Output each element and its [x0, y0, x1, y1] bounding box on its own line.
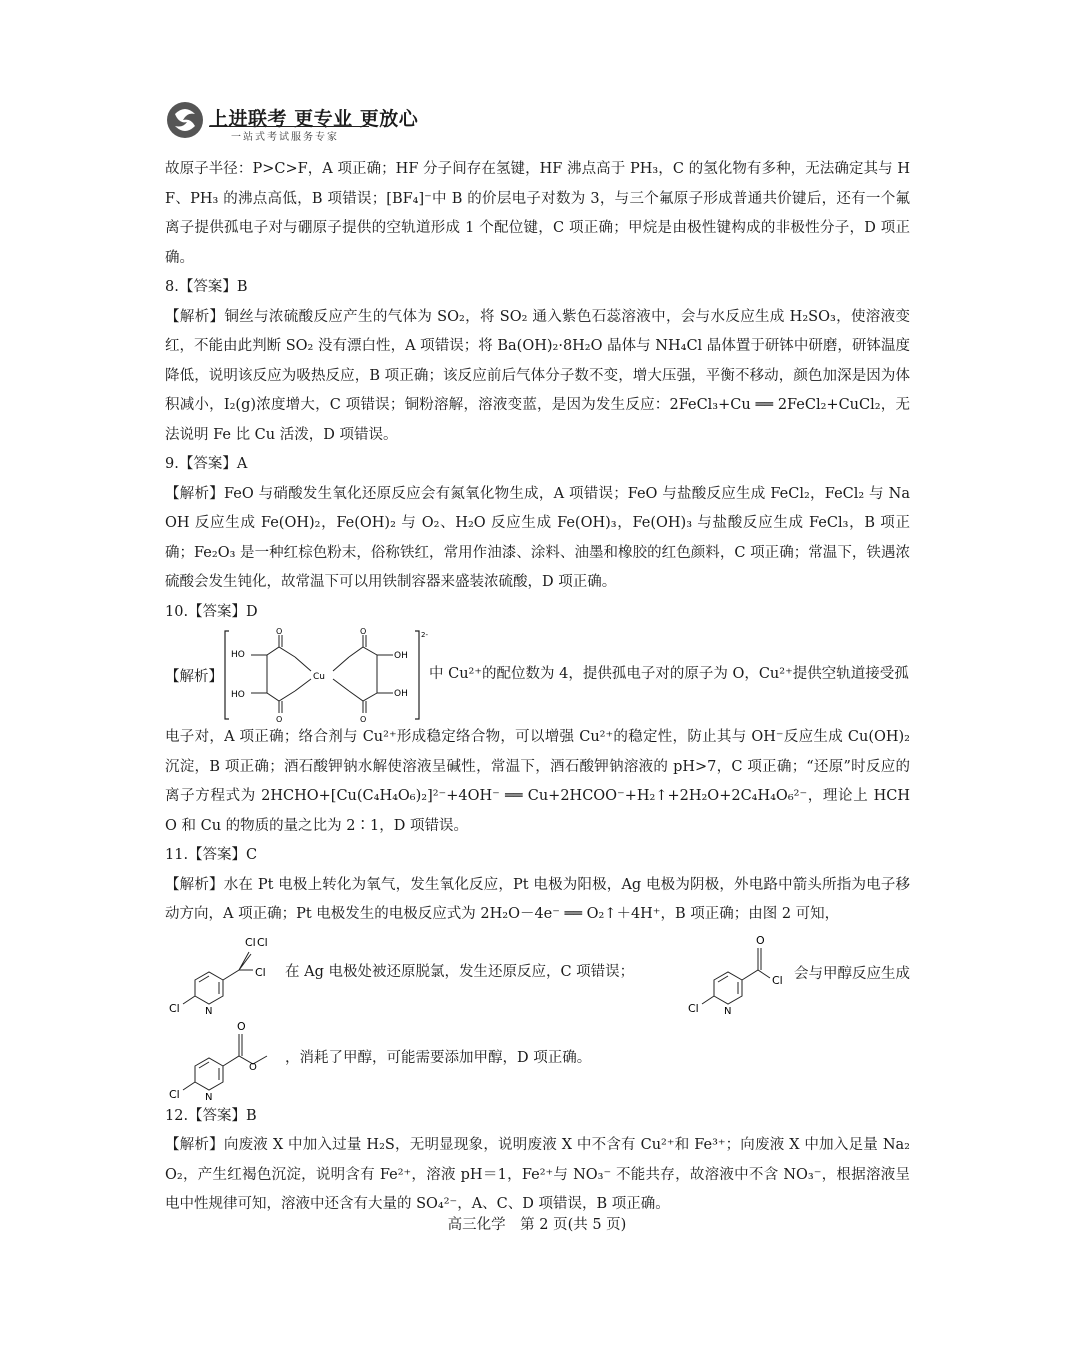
o-bottom-right: O	[360, 715, 367, 724]
cl-side-label: Cl	[255, 965, 266, 979]
cl-acyl-label: Cl	[772, 973, 783, 987]
brand-logo-icon	[165, 100, 205, 140]
n-label: N	[724, 1005, 732, 1017]
q10-label: 【解析】	[165, 668, 223, 685]
q8-answer: 8.【答案】B	[165, 279, 248, 295]
o-bottom-left: O	[276, 715, 283, 724]
o-carbonyl-label: O	[237, 1019, 246, 1033]
q12-analysis: 【解析】向废液 X 中加入过量 H₂S，无明显现象，说明废液 X 中不含有 Cu²⁺和 Fe³⁺；向废液 X 中加入足量 Na₂O₂，产生红褐色沉淀，说明含有 Fe²⁺，溶液 pH＝1，Fe²⁺与 NO₃⁻ 不能共存，故溶液中不含 NO₃⁻，根据溶液呈电中性规律可知，溶液中还含有大量的 SO₄²⁻，A、C、D 项错误，B 项正确。	[165, 1137, 910, 1212]
answer-content	[165, 155, 910, 1220]
q11-middle-b: 会与甲醇反应生成	[794, 966, 910, 982]
header-rule	[209, 126, 369, 127]
page-footer: 高三化学 第 2 页(共 5 页)	[447, 1217, 627, 1233]
o-label: O	[756, 933, 765, 947]
o-top-left: O	[276, 627, 283, 636]
brand-slogan: 一站式考试服务专家	[231, 132, 339, 143]
ho-bottom-label: HO	[231, 690, 245, 700]
q11-structure-row	[165, 930, 910, 1016]
cu-center: Cu	[313, 672, 325, 682]
brand-name: 上进联考 更专业 更放心	[209, 108, 419, 130]
complex-charge: 2-	[421, 631, 428, 639]
cl-ring-label: Cl	[169, 1001, 180, 1015]
ho-top-label: HO	[231, 650, 245, 660]
cl-ring-label: Cl	[688, 1001, 699, 1015]
q10-structure-row	[165, 627, 910, 723]
o-top-right: O	[360, 627, 367, 636]
oh-top-label: OH	[394, 651, 408, 661]
cl-top-label: Cl	[245, 935, 256, 949]
q9-analysis: 【解析】FeO 与硝酸发生氧化还原反应会有氮氧化物生成，A 项错误；FeO 与盐酸反应生成 FeCl₂，FeCl₂ 与 NaOH 反应生成 Fe(OH)₂，Fe(OH)₂ 与 O₂、H₂O 反应生成 Fe(OH)₃，Fe(OH)₃ 与盐酸反应生成 FeCl₃，B 项正确；Fe₂O₃ 是一种红棕色粉末，俗称铁红，常用作油漆、涂料、油墨和橡胶的红色颜料，C 项正确；常温下，铁遇浓硫酸会发生钝化，故常温下可以用铁制容器来盛装浓硫酸，D 项正确。	[165, 485, 910, 590]
q7-continuation: 故原子半径：P>C>F，A 项正确；HF 分子间存在氢键，HF 沸点高于 PH₃，C 的氢化物有多种，无法确定其与 HF、PH₃ 的沸点高低，B 项错误；[BF₄]⁻中 B 的价层电子对数为 3，与三个氟原子形成普通共价键后，还有一个氟离子提供孤电子对与硼原子提供的空轨道形成 1 个配位键，C 项正确；甲烷是由极性键构成的非极性分子，D 项正确。	[165, 161, 910, 266]
oh-bottom-label: OH	[394, 689, 408, 699]
q10-analysis: 电子对，A 项正确；络合剂与 Cu²⁺形成稳定络合物，可以增强 Cu²⁺的稳定性，防止其与 OH⁻反应生成 Cu(OH)₂ 沉淀，B 项正确；酒石酸钾钠水解使溶液呈碱性，常温下，酒石酸钾钠溶液的 pH>7，C 项正确；“还原”时反应的离子方程式为 2HCHO+[Cu(C₄H₄O₆)₂]²⁻+4OH⁻ ══ Cu+2HCOO⁻+H₂↑+2H₂O+2C₄H₄O₆²⁻，理论上 HCHO 和 Cu 的物质的量之比为 2∶1，D 项错误。	[165, 729, 910, 834]
q10-after-structure: 中 Cu²⁺的配位数为 4，提供孤电子对的原子为 O，Cu²⁺提供空轨道接受孤	[429, 666, 909, 683]
cu-tartrate-complex-structure	[223, 627, 428, 724]
q11-end: ，消耗了甲醇，可能需要添加甲醇，D 项正确。	[285, 1049, 592, 1066]
q11-middle-a: 在 Ag 电极处被还原脱氯，发生还原反应，C 项错误；	[285, 963, 635, 980]
q12-answer: 12.【答案】B	[165, 1107, 257, 1124]
cl-top-label-2: Cl	[257, 935, 268, 949]
q11-ester-row	[165, 1016, 910, 1102]
q8-analysis: 【解析】铜丝与浓硫酸反应产生的气体为 SO₂，将 SO₂ 通入紫色石蕊溶液中，会与水反应生成 H₂SO₃，使溶液变红，不能由此判断 SO₂ 没有漂白性，A 项错误；将 Ba(OH)₂·8H₂O 晶体与 NH₄Cl 晶体置于研钵中研磨，研钵温度降低，说明该反应为吸热反应，B 项正确；该反应前后气体分子数不变，增大压强，平衡不移动，颜色加深是因为体积减小，I₂(g)浓度增大，C 项错误；铜粉溶解，溶液变蓝，是因为发生反应：2FeCl₃+Cu ══ 2FeCl₂+CuCl₂，无法说明 Fe 比 Cu 活泼，D 项错误。	[165, 308, 910, 443]
o-ester-label: O	[249, 1061, 257, 1073]
trichloromethyl-chloropyridine-structure	[165, 930, 285, 1016]
chloropyridine-acyl-chloride-structure	[684, 930, 794, 1016]
cl-ring-label: Cl	[169, 1087, 180, 1101]
n-label: N	[205, 1091, 213, 1103]
header	[165, 100, 585, 148]
q11-answer: 11.【答案】C	[165, 847, 258, 863]
n-label: N	[205, 1005, 213, 1017]
methyl-chloronicotinate-structure	[165, 1016, 285, 1102]
q10-answer: 10.【答案】D	[165, 603, 258, 620]
q9-answer: 9.【答案】A	[165, 456, 248, 472]
q11-analysis: 【解析】水在 Pt 电极上转化为氧气，发生氧化反应，Pt 电极为阳极，Ag 电极为阴极，外电路中箭头所指为电子移动方向，A 项正确；Pt 电极发生的电极反应式为 2H₂O－4e⁻ ══ O₂↑＋4H⁺，B 项正确；由图 2 可知，	[165, 876, 910, 922]
